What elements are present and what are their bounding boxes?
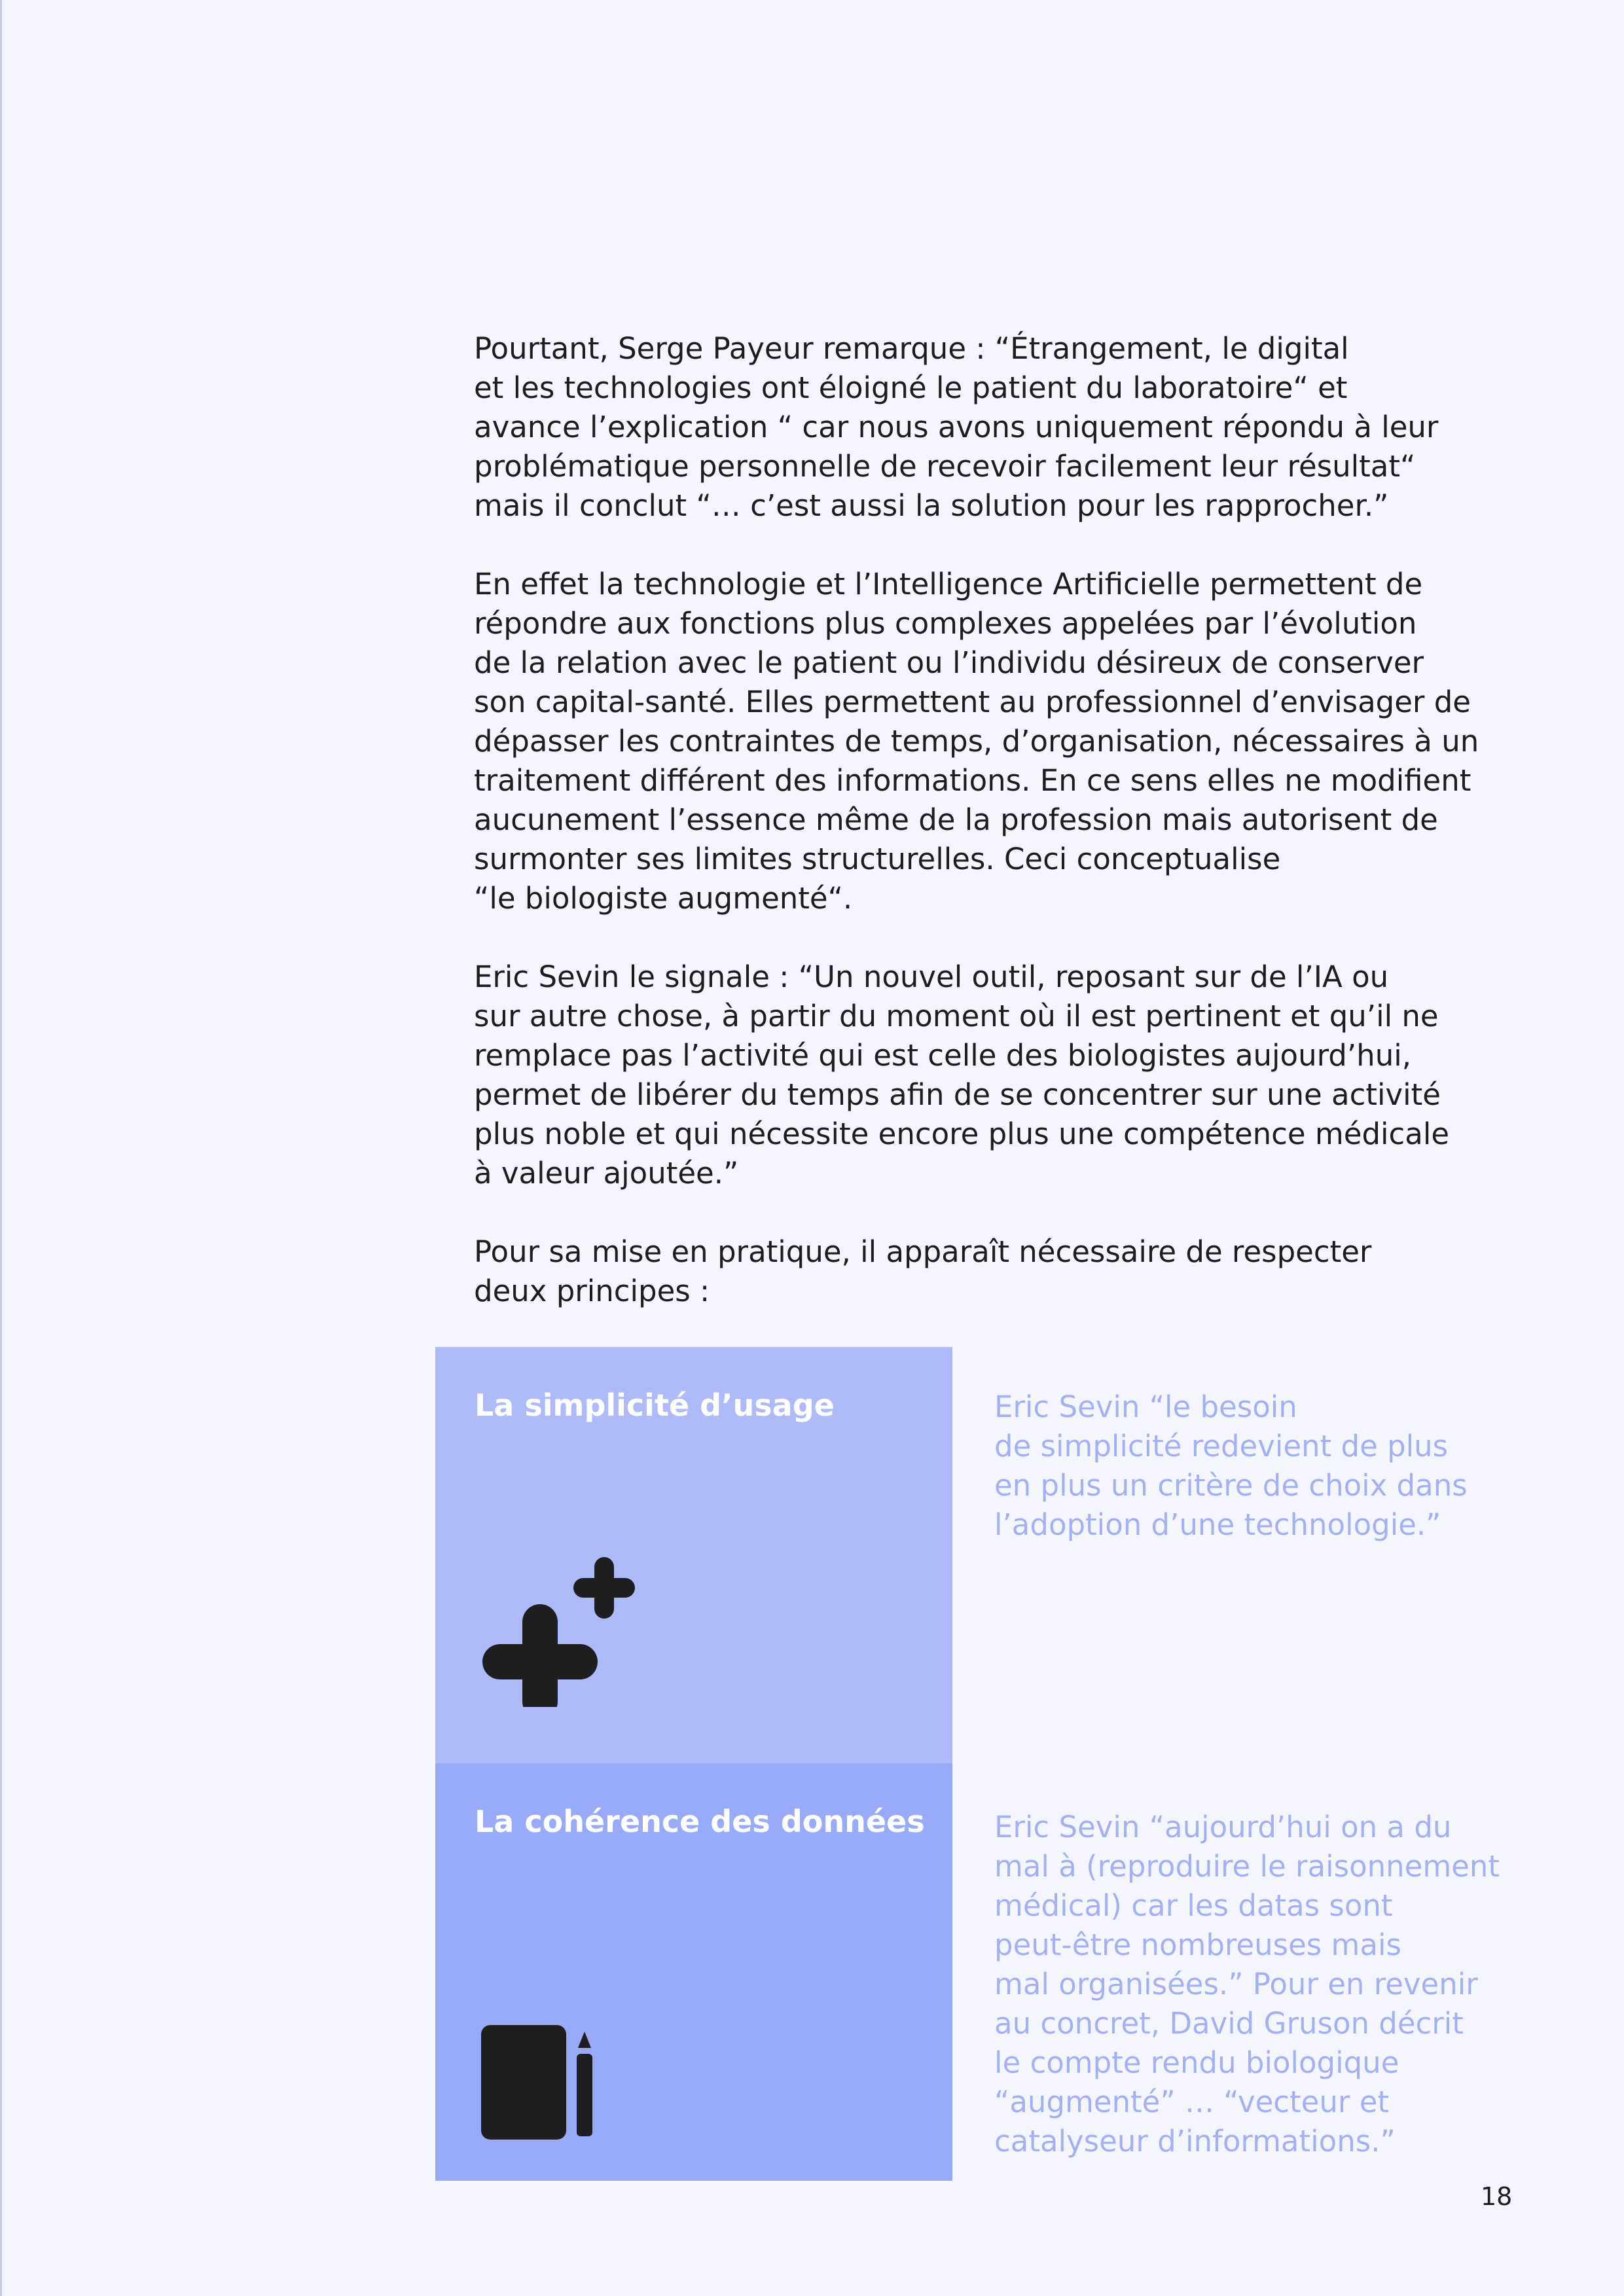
page-edge: [0, 0, 2, 2296]
paragraph-4: Pour sa mise en pratique, il apparaît nécessaire de respecter deux principes :: [474, 1234, 1372, 1308]
quote-simplicity: Eric Sevin “le besoin de simplicité redevient de plus en plus un critère de choix dans l’adoption d’une technologie.”: [994, 1390, 1468, 1542]
principle-title-simplicity: La simplicité d’usage: [475, 1388, 835, 1423]
paragraph-1: Pourtant, Serge Payeur remarque : “Étrangement, le digital et les technologies ont éloigné le patient du laboratoire“ et avance l’explication “ car nous avons uniquement répondu à leur problématique personnelle de recevoir facilement leur résultat“ mais il conclut “… c’est aussi la solution pour les rapprocher.”: [474, 331, 1439, 523]
paragraph-2: En effet la technologie et l’Intelligence Artificielle permettent de répondre aux fonctions plus complexes appelées par l’évolution de la relation avec le patient ou l’individu désireux de conserver son capital-santé. Elles permettent au professionnel d’envisager de dépasser les contraintes de temps, d’organisation, nécessaires à un traitement différent des informations. En ce sens elles ne modifient aucunement l’essence même de la profession mais autorisent de surmonter ses limites structurelles. Ceci conceptualise “le biologiste augmenté“.: [474, 567, 1479, 916]
quote-coherence: Eric Sevin “aujourd’hui on a du mal à (reproduire le raisonnement médical) car les datas sont peut-être nombreuses mais mal organisées.” Pour en revenir au concret, David Gruson décrit le compte rendu biologique “augmenté” … “vecteur et catalyseur d’informations.”: [994, 1810, 1500, 2159]
notebook-pencil-icon: [481, 2025, 612, 2156]
plus-icon: [481, 1556, 645, 1707]
principle-box-coherence: [435, 1763, 952, 2181]
principle-title-coherence: La cohérence des données: [475, 1804, 925, 1839]
main-text: [474, 329, 1495, 1350]
principle-box-simplicity: [435, 1347, 952, 1763]
paragraph-3: Eric Sevin le signale : “Un nouvel outil, reposant sur de l’IA ou sur autre chose, à partir du moment où il est pertinent et qu’il ne remplace pas l’activité qui est celle des biologistes aujourd’hui, permet de libérer du temps afin de se concentrer sur une activité plus noble et qui nécessite encore plus une compétence médicale à valeur ajoutée.”: [474, 960, 1450, 1191]
page-number: 18: [1481, 2182, 1513, 2211]
